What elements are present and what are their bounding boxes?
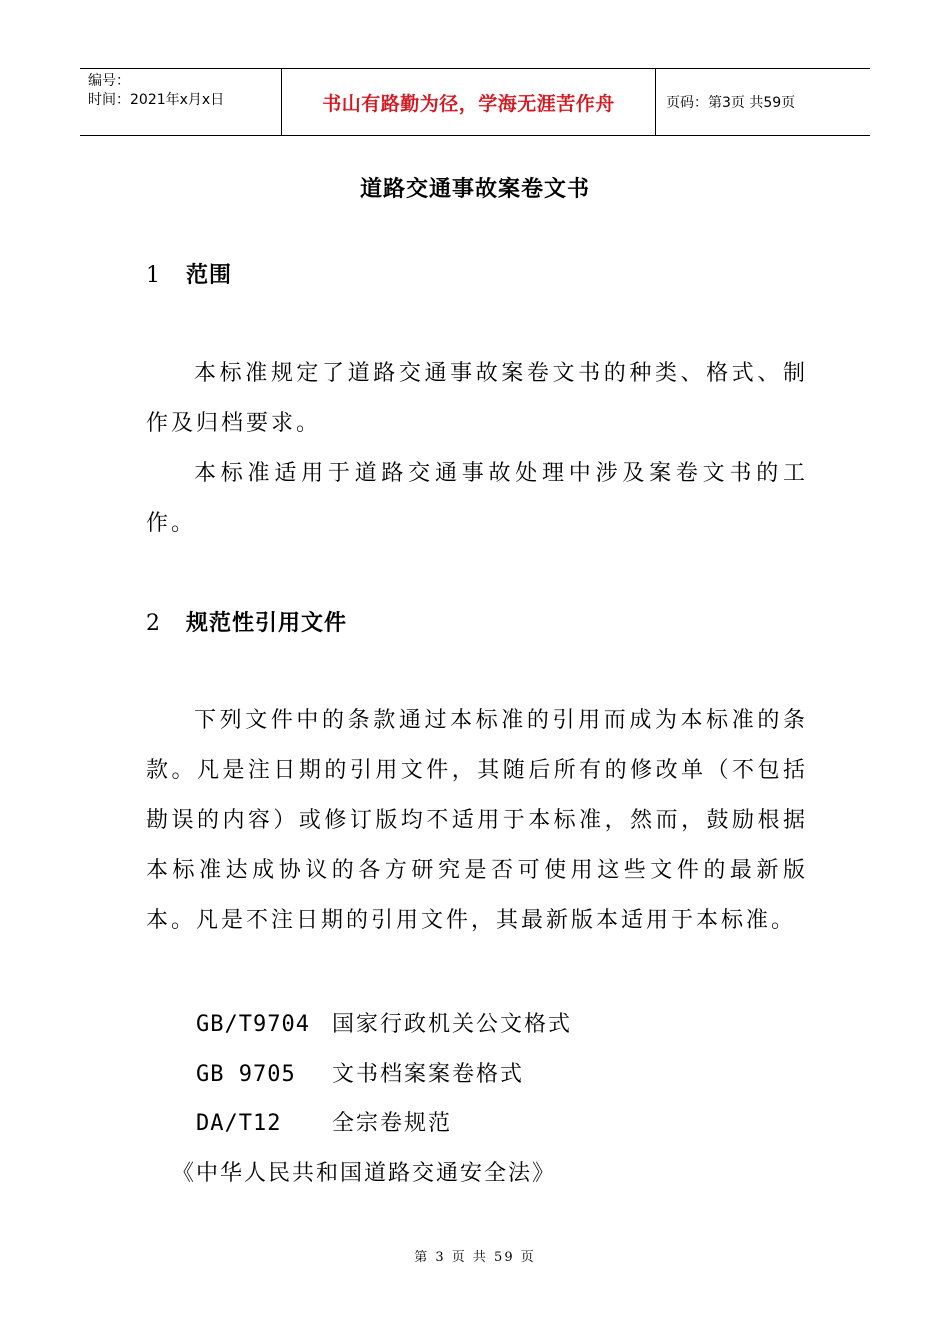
- section-title: 规范性引用文件: [186, 611, 348, 636]
- reference-item: [196, 1007, 572, 1038]
- section-title: 范围: [186, 263, 233, 288]
- section-number: 2: [146, 611, 161, 636]
- section-heading-normative-references: [146, 606, 347, 637]
- section-heading-scope: [146, 258, 232, 289]
- reference-code: GB/T9704: [196, 1012, 310, 1037]
- header-motto: 书山有路勤为径，学海无涯苦作舟: [322, 92, 615, 115]
- reference-title: 国家行政机关公文格式: [332, 1012, 573, 1037]
- page-header: [80, 68, 870, 136]
- page-footer: 第 3 页 共 59 页: [414, 1250, 536, 1265]
- reference-item: [196, 1106, 452, 1137]
- reference-code: GB 9705: [196, 1062, 296, 1087]
- reference-law: 《中华人民共和国道路交通安全法》: [172, 1161, 557, 1186]
- reference-title: 全宗卷规范: [332, 1111, 453, 1136]
- document-title: 道路交通事故案卷文书: [359, 177, 590, 202]
- paragraph-scope-2: 本标准适用于道路交通事故处理中涉及案卷文书的工作。: [146, 461, 808, 536]
- header-page-info: 页码：第3页 共59页: [666, 95, 796, 111]
- header-page-info-cell: [656, 69, 870, 135]
- reference-item: [196, 1057, 524, 1088]
- reference-title: 文书档案案卷格式: [332, 1062, 525, 1087]
- paragraph-scope-1: 本标准规定了道路交通事故案卷文书的种类、格式、制作及归档要求。: [146, 361, 808, 436]
- header-meta: [80, 69, 282, 135]
- reference-code: DA/T12: [196, 1111, 282, 1136]
- document-number-label: 编号：: [88, 73, 130, 89]
- paragraph-normative-references: 下列文件中的条款通过本标准的引用而成为本标准的条款。凡是注日期的引用文件，其随后所有的修改单（不包括勘误的内容）或修订版均不适用于本标准，然而，鼓励根据本标准达成协议的各方研究是否可使用这些文件的最新版本。凡是不注日期的引用文件，其最新版本适用于本标准。: [146, 708, 808, 933]
- section-number: 1: [146, 263, 161, 288]
- document-time: 时间：2021年x月x日: [88, 92, 225, 108]
- header-motto-cell: [282, 69, 656, 135]
